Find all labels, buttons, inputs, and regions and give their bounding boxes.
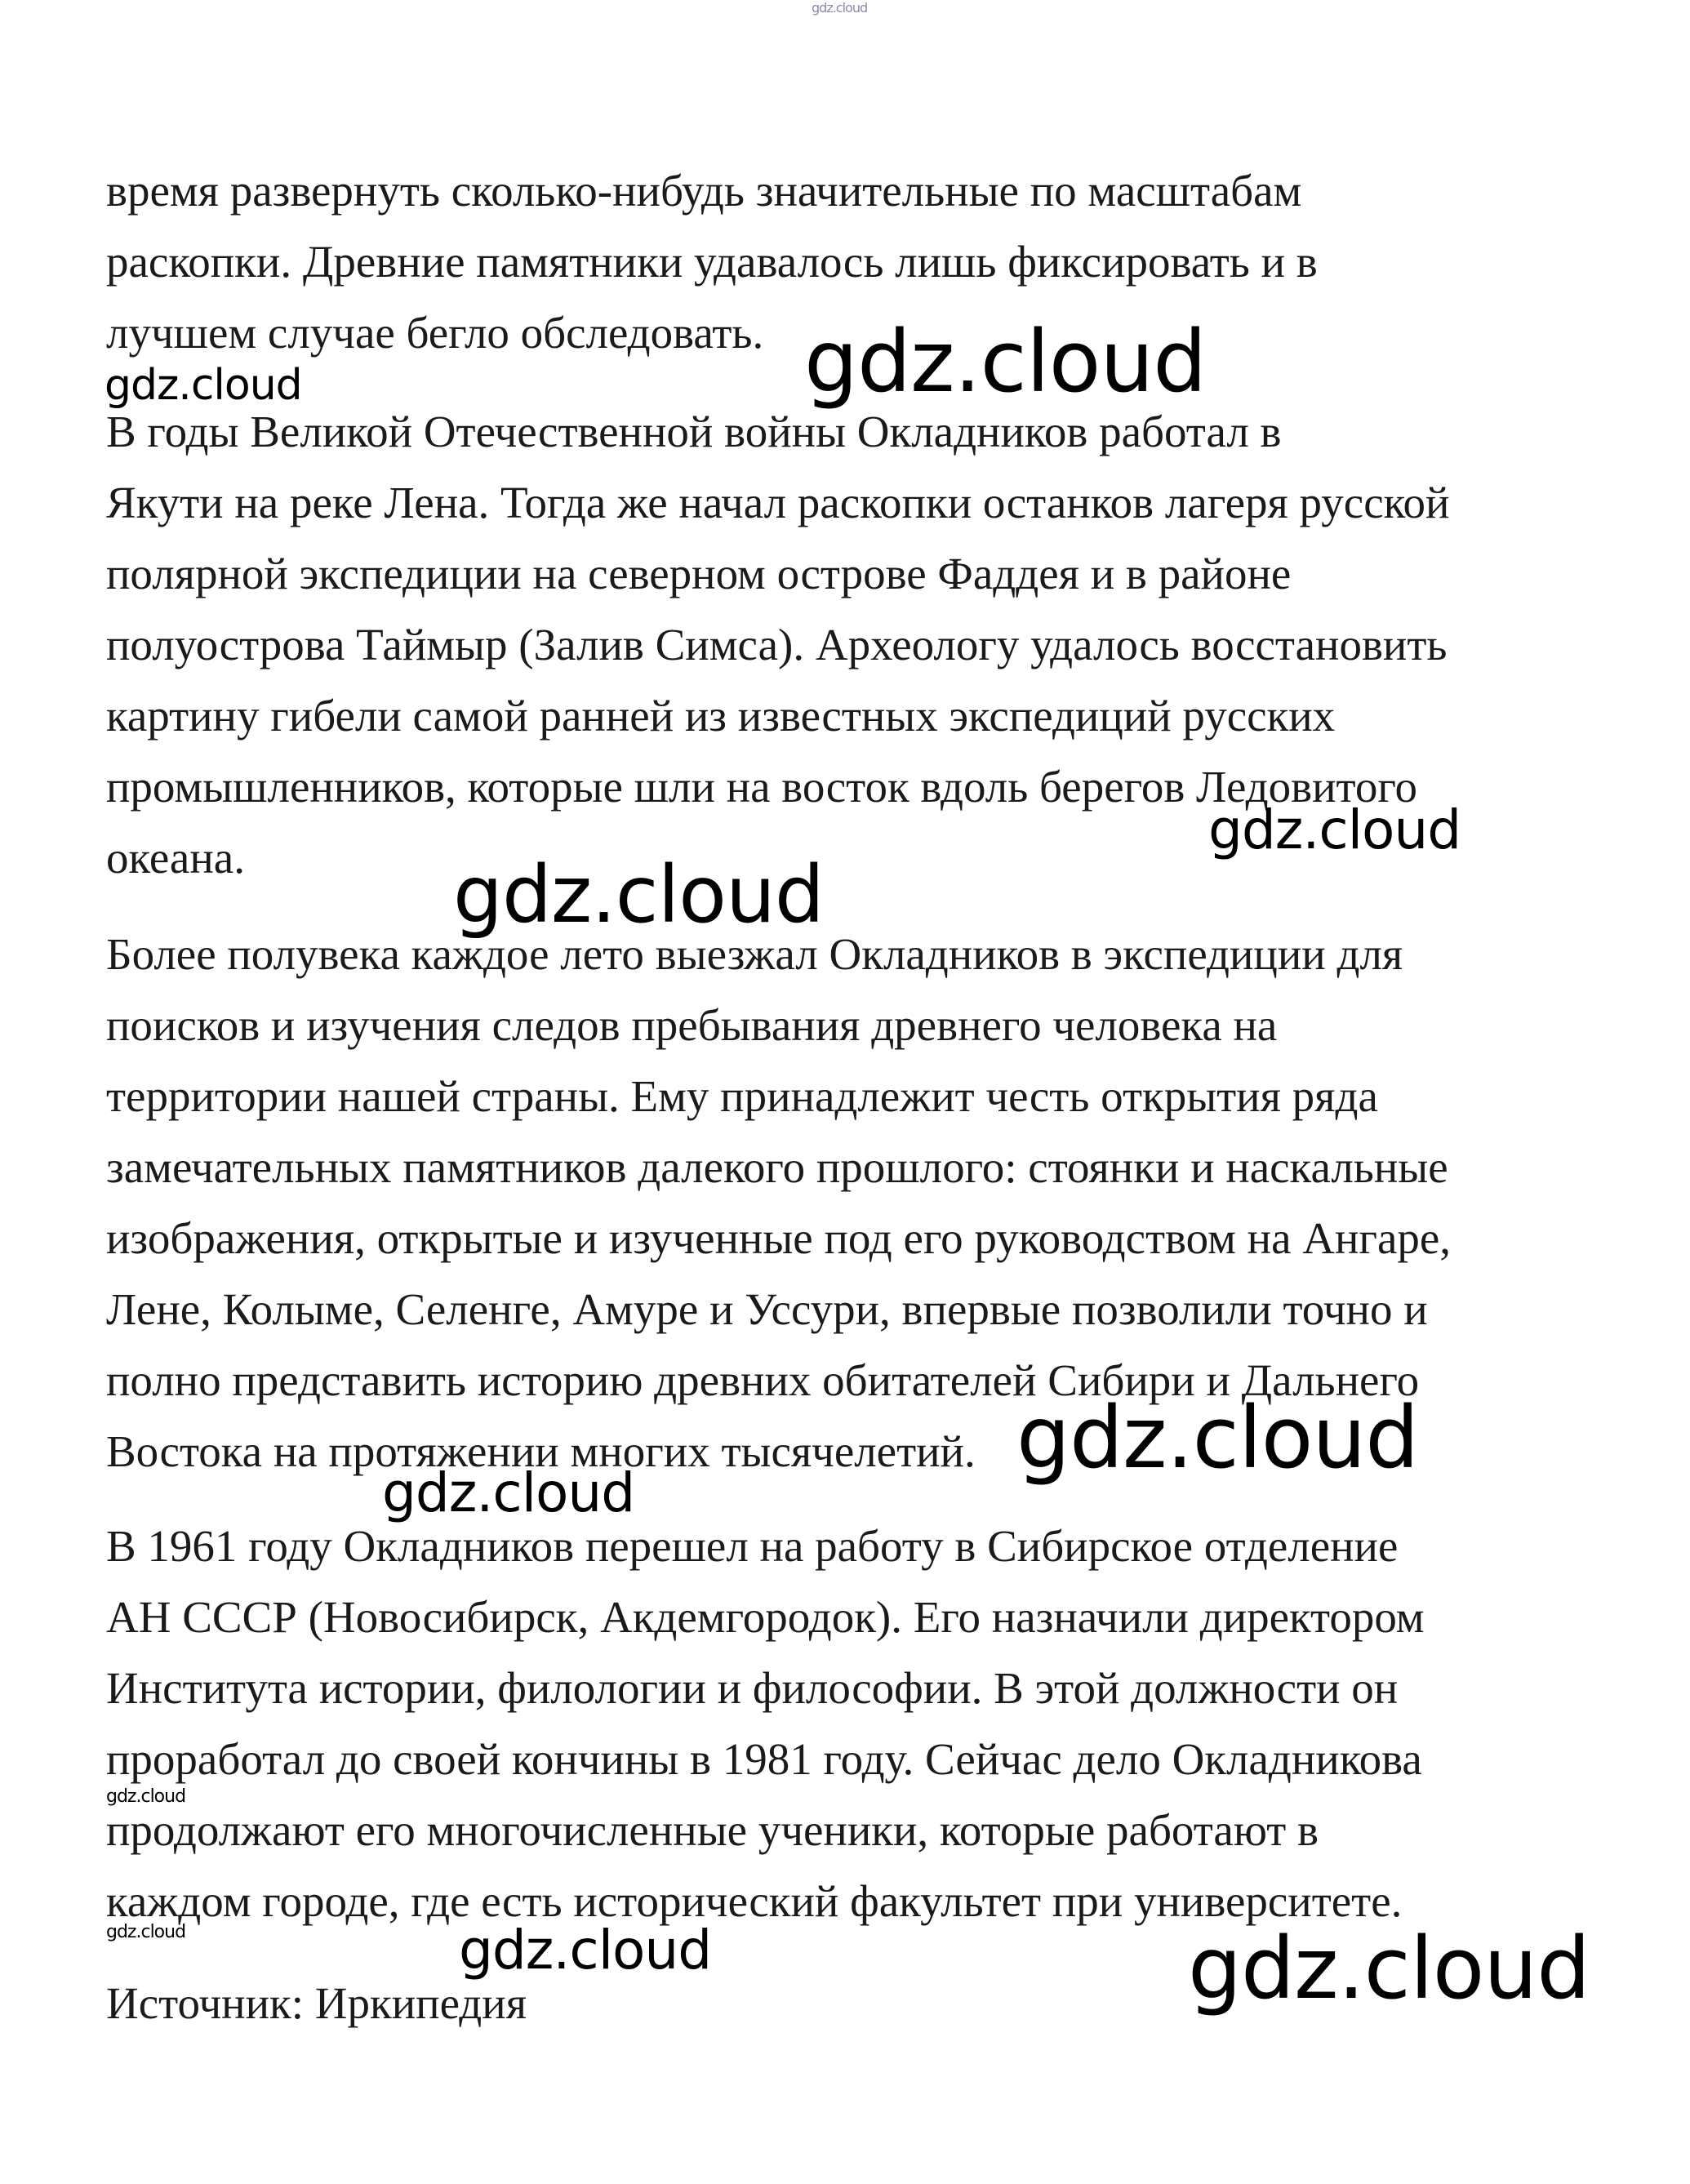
text-line: изображения, открытые и изученные под его руководством на Ангаре,: [106, 1213, 1452, 1263]
text-line: полно представить историю древних обитателей Сибири и Дальнего: [106, 1355, 1420, 1405]
watermark: gdz.cloud: [459, 1919, 712, 1982]
text-line: В годы Великой Отечественной войны Окладников работал в: [106, 407, 1282, 456]
text-line: территории нашей страны. Ему принадлежит честь открытия ряда: [106, 1071, 1378, 1121]
text-line: продолжают его многочисленные ученики, которые работают в: [106, 1805, 1319, 1855]
text-line: Лене, Колыме, Селенге, Амуре и Уссури, впервые позволили точно и: [106, 1284, 1428, 1334]
watermark: gdz.cloud: [1188, 1919, 1590, 2018]
watermark: gdz.cloud: [453, 849, 824, 941]
text-line: океана.: [106, 833, 245, 883]
text-line: Источник: Иркипедия: [106, 1978, 527, 2028]
text-line: промышленников, которые шли на восток вдоль берегов Ледовитого: [106, 762, 1418, 812]
text-line: лучшем случае бегло обследовать.: [106, 308, 764, 358]
watermark: gdz.cloud: [105, 361, 302, 410]
watermark: gdz.cloud: [1208, 798, 1461, 861]
watermark: gdz.cloud: [106, 1922, 186, 1942]
watermark: gdz.cloud: [106, 1786, 186, 1807]
watermark: gdz.cloud: [382, 1461, 635, 1524]
text-line: В 1961 году Окладников перешел на работу в Сибирское отделение: [106, 1521, 1399, 1571]
text-line: время развернуть сколько-нибудь значительные по масштабам: [106, 166, 1302, 216]
text-line: замечательных памятников далекого прошлого: стоянки и наскальные: [106, 1142, 1448, 1192]
text-line: картину гибели самой ранней из известных экспедиций русских: [106, 691, 1336, 741]
text-line: полярной экспедиции на северном острове Фаддея и в районе: [106, 549, 1292, 598]
watermark: gdz.cloud: [812, 0, 868, 16]
text-line: Востока на протяжении многих тысячелетий.: [106, 1426, 976, 1476]
text-line: проработал до своей кончины в 1981 году. Сейчас дело Окладникова: [106, 1734, 1422, 1784]
paragraph-4: [106, 1510, 1625, 1937]
text-line: полуострова Таймыр (Залив Симса). Археологу удалось восстановить: [106, 620, 1448, 669]
text-line: поисков и изучения следов пребывания древнего человека на: [106, 1000, 1278, 1050]
text-line: каждом городе, где есть исторический факультет при университете.: [106, 1876, 1403, 1926]
text-line: Более полувека каждое лето выезжал Окладников в экспедиции для: [106, 929, 1403, 979]
text-line: Якути на реке Лена. Тогда же начал раскопки останков лагеря русской: [106, 478, 1450, 527]
text-line: раскопки. Древние памятники удавалось лишь фиксировать и в: [106, 237, 1318, 287]
text-line: Института истории, филологии и философии. В этой должности он: [106, 1663, 1399, 1713]
text-line: АН СССР (Новосибирск, Акдемгородок). Его назначили директором: [106, 1592, 1425, 1642]
watermark: gdz.cloud: [804, 312, 1207, 411]
watermark: gdz.cloud: [1016, 1388, 1419, 1488]
